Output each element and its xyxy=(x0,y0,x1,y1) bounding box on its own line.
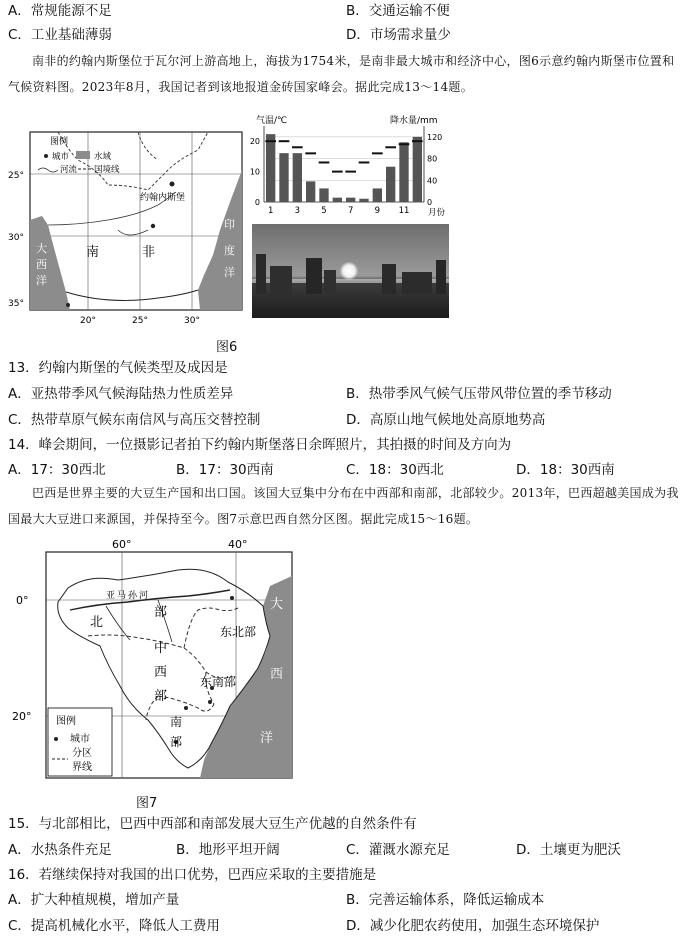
atlantic-label-1: 大 xyxy=(36,242,47,255)
q14-option-c: C．18：30西北 xyxy=(346,462,444,478)
precip-bar xyxy=(266,134,275,202)
precip-bar xyxy=(386,167,395,202)
passage-brazil: 巴西是世界主要的大豆生产国和出口国。该国大豆集中分布在中西部和南部，北部较少。2013年，巴西超越美国成为我国最大大豆进口来源国，并保持至今。图7示意巴西自然分区图。据此完成15～16题。 xyxy=(8,486,679,526)
legend-border: 国境线 xyxy=(94,165,120,175)
fig7-caption: 图7 xyxy=(136,796,158,811)
lat-0-label: 0° xyxy=(16,594,29,607)
q16-stem: 16．若继续保持对我国的出口优势，巴西应采取的主要措施是 xyxy=(8,867,377,883)
indian-label-3: 洋 xyxy=(224,266,235,279)
chart-y2tick-label: 0 xyxy=(427,198,433,207)
precip-bar xyxy=(306,181,315,202)
temp-mark xyxy=(292,146,303,148)
q16-option-d: D．减少化肥农药使用，加强生态环境保护 xyxy=(346,918,600,934)
q12-option-c: C．工业基础薄弱 xyxy=(8,27,112,43)
indian-label-2: 度 xyxy=(224,244,235,257)
fig6-map xyxy=(8,130,244,330)
q14-option-d: D．18：30西南 xyxy=(516,462,615,478)
fig7-legend-boundary-2: 界线 xyxy=(72,762,92,773)
precip-bar xyxy=(359,199,368,202)
q15-option-c: C．灌溉水源充足 xyxy=(346,842,450,858)
lon-20-label: 20° xyxy=(80,316,96,326)
temp-mark xyxy=(385,146,396,148)
south-label-1: 南 xyxy=(170,715,183,729)
chart-ylabel: 气温/℃ xyxy=(256,116,288,126)
chart-xtick-label: 7 xyxy=(347,206,354,216)
north-label-2: 部 xyxy=(154,605,168,620)
south-label-2: 部 xyxy=(170,735,183,749)
legend-water: 水域 xyxy=(94,152,112,162)
chart-xlabel: 月份 xyxy=(428,208,446,218)
temp-mark xyxy=(332,171,343,173)
north-label-1: 北 xyxy=(90,615,104,630)
chart-xtick-label: 9 xyxy=(374,206,381,216)
q14-option-b: B．17：30西南 xyxy=(176,462,274,478)
northeast-label: 东北部 xyxy=(220,625,257,639)
q15-option-b: B．地形平坦开阔 xyxy=(176,842,280,858)
temp-mark xyxy=(399,143,410,145)
ocean-label-3: 洋 xyxy=(260,731,274,746)
q16-option-a: A．扩大种植规模，增加产量 xyxy=(8,892,180,908)
fig7-map xyxy=(8,536,298,786)
legend-title: 图例 xyxy=(50,137,69,147)
q12-option-d: D．市场需求量少 xyxy=(346,27,451,43)
temp-mark xyxy=(265,140,276,142)
lon-60-label: 60° xyxy=(112,538,132,551)
chart-ytick-label: 20 xyxy=(249,137,260,147)
q15-stem: 15．与北部相比，巴西中西部和南部发展大豆生产优越的自然条件有 xyxy=(8,816,417,832)
q14-option-a: A．17：30西北 xyxy=(8,462,106,478)
temp-mark xyxy=(412,140,423,142)
q15-option-d: D．土壤更为肥沃 xyxy=(516,842,621,858)
chart-ytick-label: 0 xyxy=(254,198,260,207)
chart-y2tick-label: 80 xyxy=(427,154,438,164)
chart-y2label: 降水量/mm xyxy=(390,116,438,126)
region-label-1: 南 xyxy=(86,245,100,260)
region-label-2: 非 xyxy=(142,245,156,260)
precip-bar xyxy=(399,142,408,202)
climate-chart xyxy=(244,112,454,220)
central-label-1: 中 xyxy=(154,641,168,656)
amazon-river-label: 亚马孙河 xyxy=(106,591,151,601)
sunset-photo xyxy=(252,224,449,318)
lon-30-label: 30° xyxy=(184,316,200,326)
johannesburg-label: 约翰内斯堡 xyxy=(140,193,186,203)
central-label-3: 部 xyxy=(154,689,168,704)
precip-bar xyxy=(293,153,302,202)
lat-35-label: 35° xyxy=(8,299,24,309)
precip-bar xyxy=(319,188,328,202)
q16-option-c: C．提高机械化水平，降低人工费用 xyxy=(8,918,220,934)
lat-30-label: 30° xyxy=(8,233,24,243)
fig7-legend-city: 城市 xyxy=(70,734,90,745)
temp-mark xyxy=(359,161,370,163)
passage-johannesburg: 南非的约翰内斯堡位于瓦尔河上游高地上，海拔为1754米，是南非最大城市和经济中心，图6示意约翰内斯堡市位置和气候资料图。2023年8月，我国记者到该地报道金砖国家峰会。据此完成13～14题。 xyxy=(8,54,675,94)
lon-25-label: 25° xyxy=(132,316,148,326)
q16-option-b: B．完善运输体系，降低运输成本 xyxy=(346,892,545,908)
q14-stem: 14．峰会期间，一位摄影记者拍下约翰内斯堡落日余晖照片，其拍摄的时间及方向为 xyxy=(8,437,512,453)
ocean-label-1: 大 xyxy=(270,597,284,612)
johannesburg-city-dot xyxy=(170,182,175,187)
atlantic-label-2: 西 xyxy=(36,258,47,271)
q13-option-b: B．热带季风气候气压带风带位置的季节移动 xyxy=(346,386,612,402)
precip-bar xyxy=(373,188,382,202)
chart-xtick-label: 5 xyxy=(321,206,327,216)
chart-xtick-label: 1 xyxy=(267,206,274,216)
q13-option-c: C．热带草原气候东南信风与高压交替控制 xyxy=(8,412,261,428)
temp-mark xyxy=(305,152,316,154)
temp-mark xyxy=(372,152,383,154)
lon-40-label: 40° xyxy=(228,538,248,551)
chart-xtick-label: 11 xyxy=(398,206,410,216)
precip-bar xyxy=(413,137,422,202)
legend-river: 河流 xyxy=(60,165,78,175)
chart-y2tick-label: 120 xyxy=(427,132,443,142)
q12-option-b: B．交通运输不便 xyxy=(346,3,450,19)
lat-20-label: 20° xyxy=(12,710,32,723)
q13-stem: 13．约翰内斯堡的气候类型及成因是 xyxy=(8,360,228,376)
q13-option-d: D．高原山地气候地处高原地势高 xyxy=(346,412,546,428)
precip-bar xyxy=(346,198,355,202)
precip-bar xyxy=(279,153,288,202)
ocean-label-2: 西 xyxy=(270,667,284,682)
central-label-2: 西 xyxy=(154,665,168,680)
atlantic-label-3: 洋 xyxy=(36,274,47,287)
indian-label-1: 印 xyxy=(224,218,235,231)
chart-xtick-label: 3 xyxy=(294,206,301,216)
temp-mark xyxy=(319,161,330,163)
temp-mark xyxy=(279,140,290,142)
lat-25-label: 25° xyxy=(8,171,24,181)
precip-bar xyxy=(333,198,342,202)
fig7-legend-title: 图例 xyxy=(56,716,76,727)
chart-y2tick-label: 40 xyxy=(427,176,438,186)
q13-option-a: A．亚热带季风气候海陆热力性质差异 xyxy=(8,386,234,402)
temp-mark xyxy=(345,171,356,173)
chart-ytick-label: 10 xyxy=(249,167,260,177)
fig6-caption: 图6 xyxy=(216,340,238,355)
fig7-legend-boundary-1: 分区 xyxy=(72,748,92,759)
southeast-label: 东南部 xyxy=(200,675,237,689)
legend-city: 城市 xyxy=(52,152,70,162)
q15-option-a: A．水热条件充足 xyxy=(8,842,112,858)
q12-option-a: A．常规能源不足 xyxy=(8,3,112,19)
